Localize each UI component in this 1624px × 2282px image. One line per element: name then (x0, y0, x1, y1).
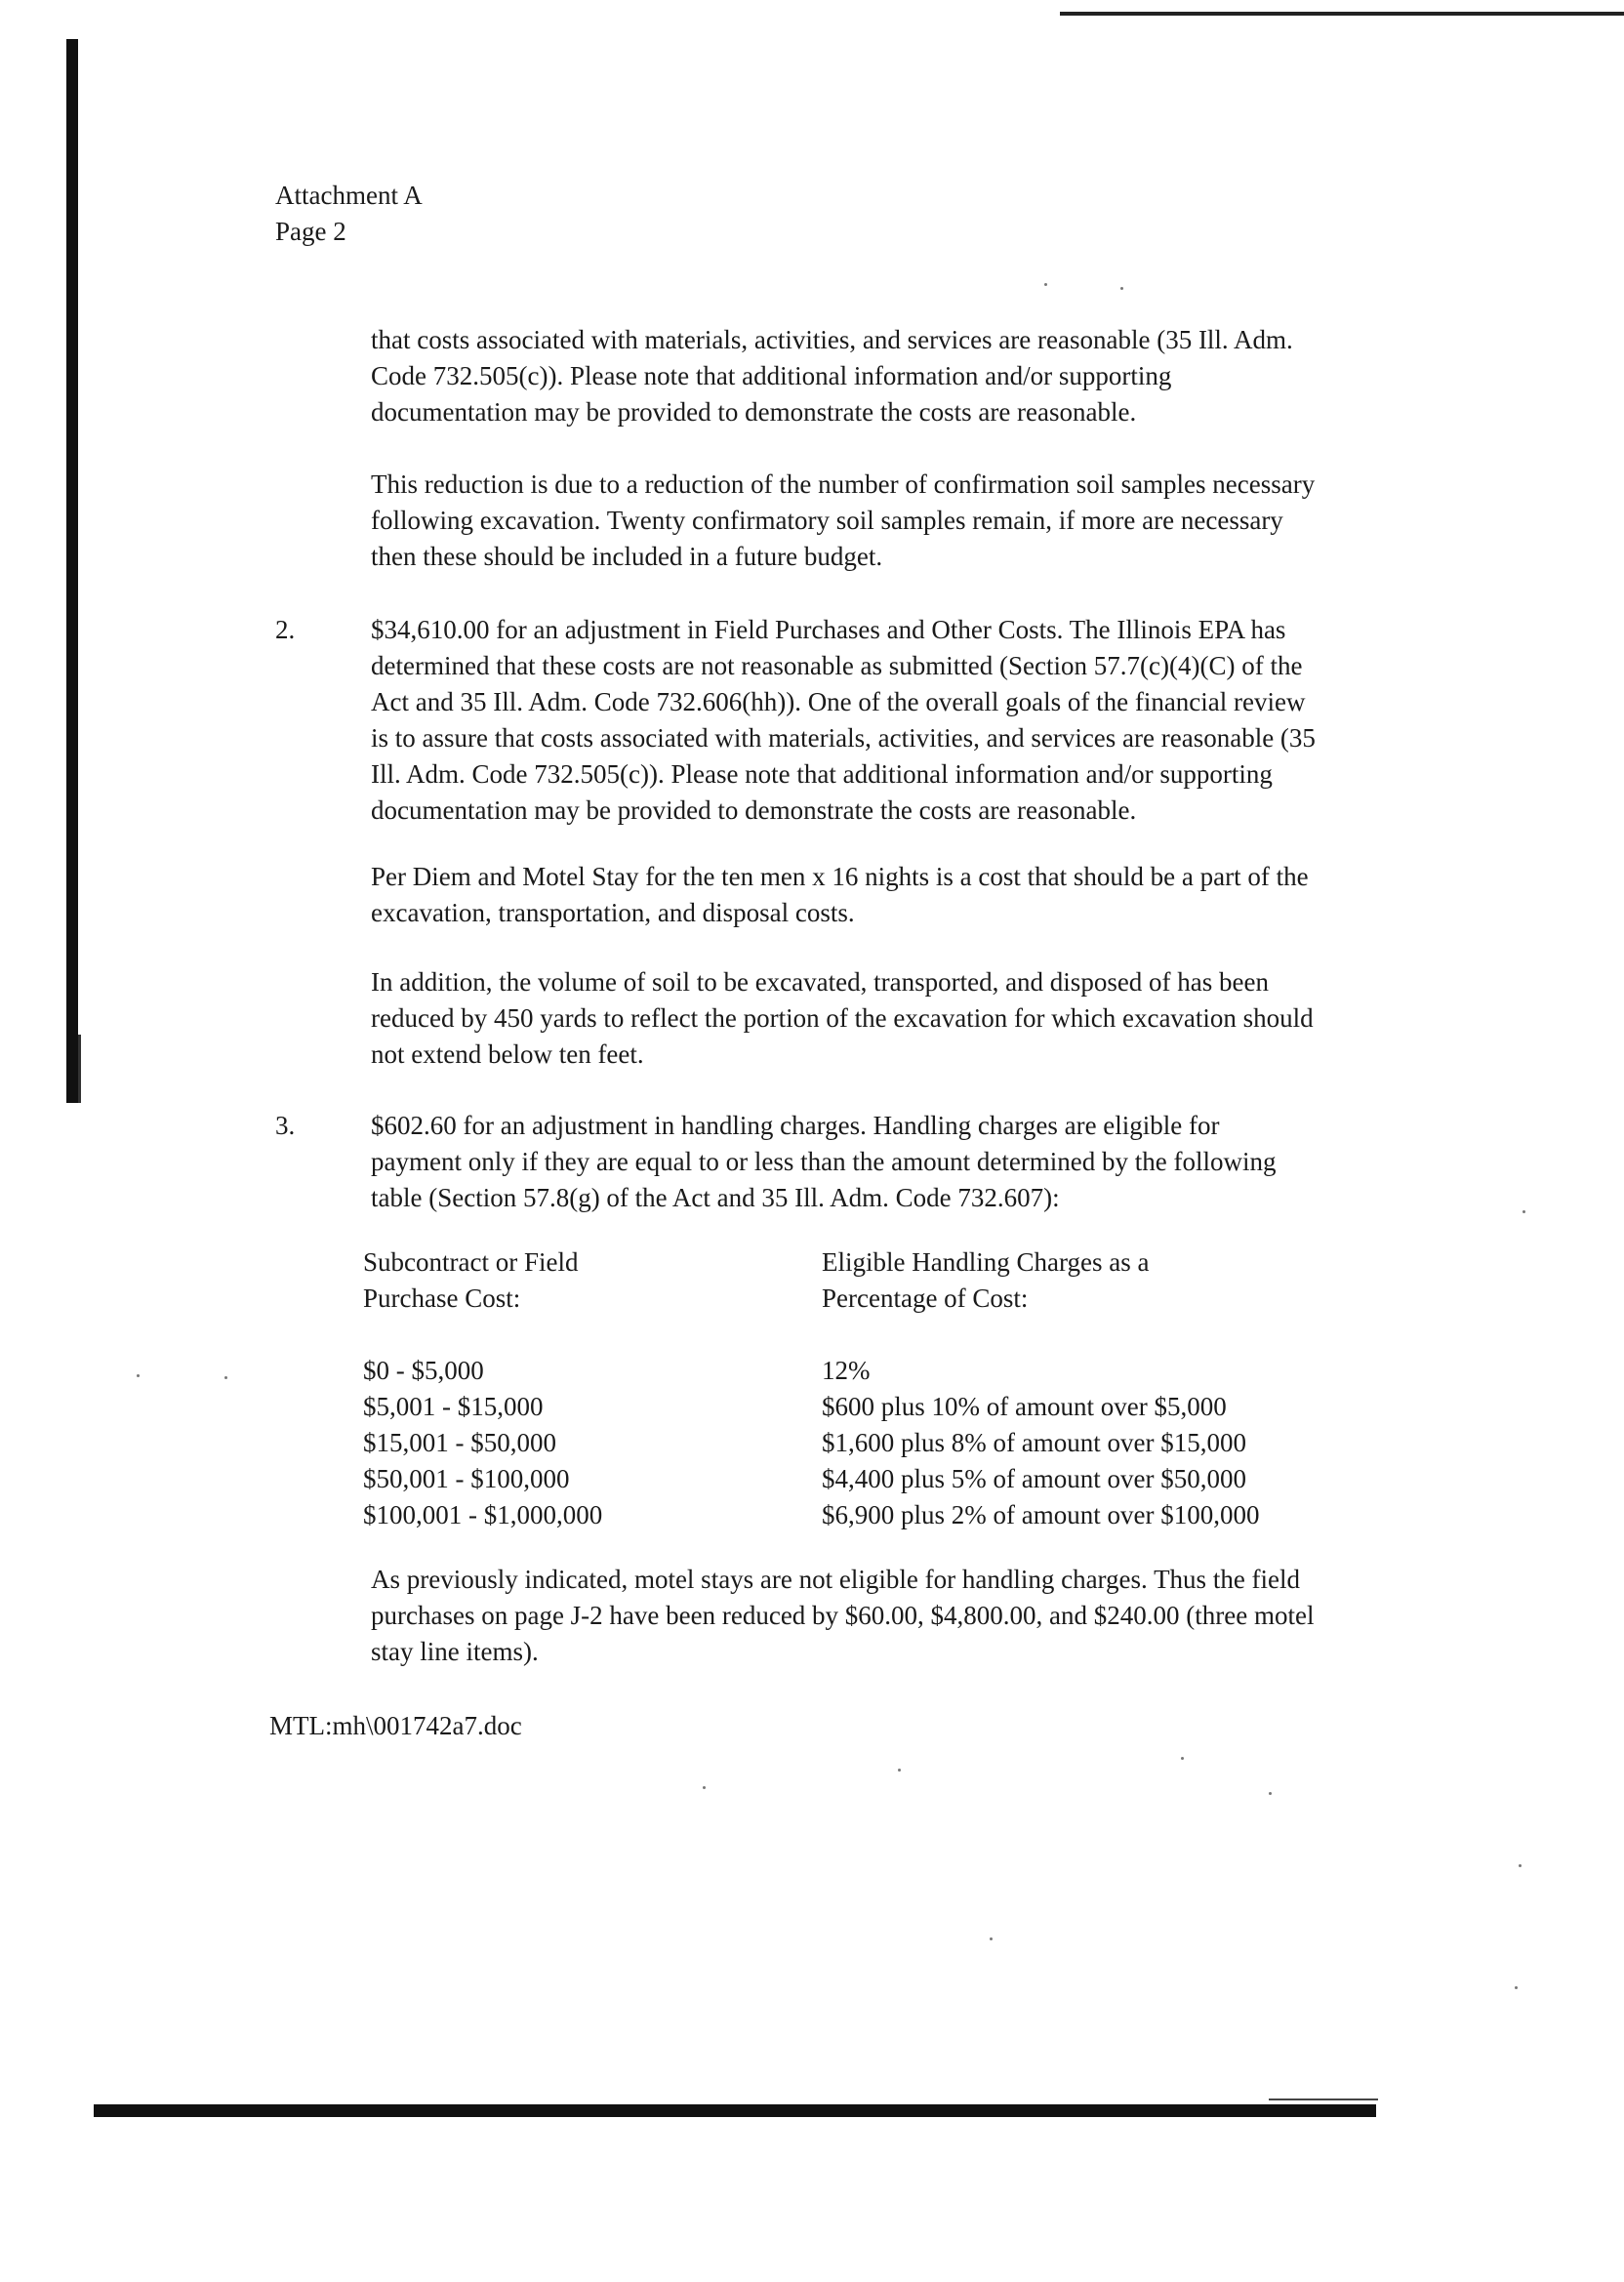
per-diem-paragraph (371, 859, 1483, 931)
table-cell-charge: $6,900 plus 2% of amount over $100,000 (822, 1500, 1260, 1529)
paragraph-line: Ill. Adm. Code 732.505(c)). Please note that additional information and/or supporting (371, 759, 1273, 789)
paragraph-line: Act and 35 Ill. Adm. Code 732.606(hh)). One of the overall goals of the financial review (371, 687, 1306, 716)
intro-paragraph (371, 322, 1483, 430)
table-cell-charge: 12% (822, 1356, 871, 1385)
paragraph-line: is to assure that costs associated with materials, activities, and services are reasonable (35 (371, 723, 1316, 753)
table-header-line: Percentage of Cost: (822, 1284, 1029, 1313)
item-3-number: 3. (275, 1111, 296, 1140)
paragraph-line: documentation may be provided to demonstrate the costs are reasonable. (371, 795, 1137, 825)
paragraph-line: This reduction is due to a reduction of the number of confirmation soil samples necessary (371, 469, 1316, 499)
closing-paragraph (371, 1562, 1483, 1670)
scan-speck (1522, 1210, 1525, 1213)
scan-left-edge-bar (66, 39, 78, 1103)
scan-top-rule (1060, 12, 1624, 16)
paragraph-line: reduced by 450 yards to reflect the portion of the excavation for which excavation should (371, 1003, 1314, 1033)
scan-speck (1120, 287, 1123, 290)
table-charge-column (822, 1353, 1259, 1533)
reduction-paragraph (371, 467, 1483, 575)
table-cell-range: $50,001 - $100,000 (363, 1464, 570, 1493)
table-header-cost (363, 1244, 578, 1317)
scan-left-edge-tail (78, 1035, 81, 1103)
scan-speck (1044, 283, 1047, 286)
addition-paragraph (371, 964, 1483, 1073)
scan-speck (1515, 1986, 1518, 1989)
paragraph-line: following excavation. Twenty confirmatory soil samples remain, if more are necessary (371, 506, 1283, 535)
scan-speck (898, 1769, 901, 1772)
paragraph-line: As previously indicated, motel stays are not eligible for handling charges. Thus the field (371, 1565, 1301, 1594)
table-cell-range: $100,001 - $1,000,000 (363, 1500, 603, 1529)
paragraph-line: In addition, the volume of soil to be excavated, transported, and disposed of has been (371, 967, 1270, 997)
scan-speck (990, 1937, 993, 1940)
item-2-number: 2. (275, 615, 296, 644)
table-cell-range: $0 - $5,000 (363, 1356, 484, 1385)
paragraph-line: Code 732.505(c)). Please note that additional information and/or supporting (371, 361, 1172, 390)
scan-speck (137, 1374, 140, 1377)
scan-speck (1269, 1792, 1272, 1795)
table-header-line: Eligible Handling Charges as a (822, 1247, 1150, 1277)
paragraph-line: payment only if they are equal to or less than the amount determined by the following (371, 1147, 1277, 1176)
paragraph-line: stay line items). (371, 1637, 539, 1666)
paragraph-line: $34,610.00 for an adjustment in Field Purchases and Other Costs. The Illinois EPA has (371, 615, 1286, 644)
scan-bottom-bar (94, 2104, 1376, 2117)
table-cell-range: $5,001 - $15,000 (363, 1392, 544, 1421)
paragraph-line: excavation, transportation, and disposal costs. (371, 898, 855, 927)
file-reference: MTL:mh\001742a7.doc (269, 1711, 522, 1740)
item-2-paragraph (371, 612, 1483, 829)
paragraph-line: Per Diem and Motel Stay for the ten men x 16 nights is a cost that should be a part of the (371, 862, 1309, 891)
table-header-line: Subcontract or Field (363, 1247, 579, 1277)
scan-speck (224, 1376, 227, 1379)
table-cell-charge: $1,600 plus 8% of amount over $15,000 (822, 1428, 1246, 1457)
paragraph-line: determined that these costs are not reasonable as submitted (Section 57.7(c)(4)(C) of the (371, 651, 1303, 680)
table-cell-charge: $600 plus 10% of amount over $5,000 (822, 1392, 1227, 1421)
paragraph-line: table (Section 57.8(g) of the Act and 35 Ill. Adm. Code 732.607): (371, 1183, 1060, 1212)
paragraph-line: purchases on page J-2 have been reduced by $60.00, $4,800.00, and $240.00 (three motel (371, 1601, 1315, 1630)
item-3-paragraph (371, 1108, 1483, 1216)
scan-speck (703, 1786, 706, 1789)
scan-bottom-rule (1269, 2099, 1378, 2100)
attachment-label: Attachment A (275, 181, 423, 210)
paragraph-line: $602.60 for an adjustment in handling charges. Handling charges are eligible for (371, 1111, 1220, 1140)
table-cell-range: $15,001 - $50,000 (363, 1428, 556, 1457)
scan-speck (1519, 1864, 1522, 1867)
paragraph-line: not extend below ten feet. (371, 1039, 644, 1069)
paragraph-line: then these should be included in a future budget. (371, 542, 883, 571)
table-range-column (363, 1353, 602, 1533)
paragraph-line: that costs associated with materials, activities, and services are reasonable (35 Ill. Adm. (371, 325, 1293, 354)
scan-speck (1181, 1757, 1184, 1760)
page-number: Page 2 (275, 217, 346, 246)
paragraph-line: documentation may be provided to demonstrate the costs are reasonable. (371, 397, 1137, 427)
table-header-charge (822, 1244, 1149, 1317)
table-cell-charge: $4,400 plus 5% of amount over $50,000 (822, 1464, 1246, 1493)
table-header-line: Purchase Cost: (363, 1284, 521, 1313)
